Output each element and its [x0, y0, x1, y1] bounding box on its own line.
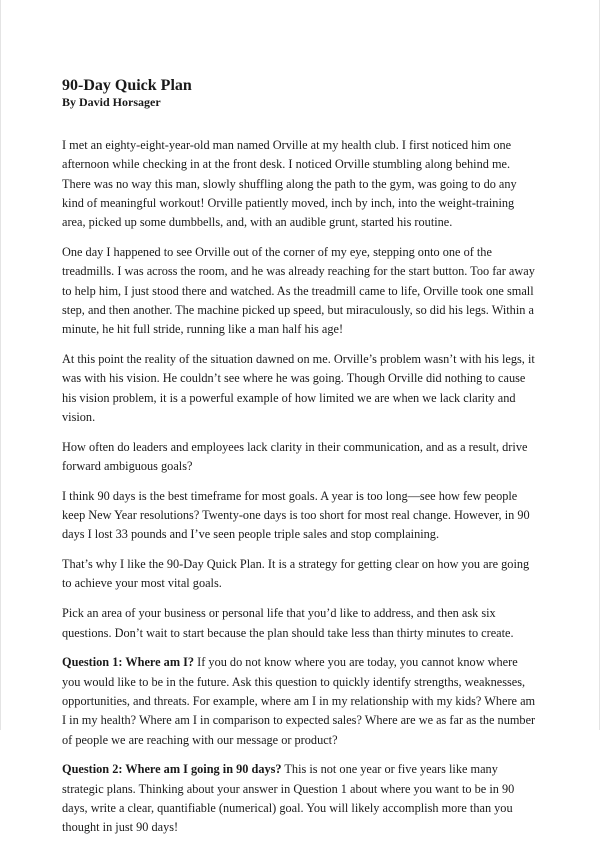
document-title: 90-Day Quick Plan	[62, 77, 192, 94]
paragraph-treadmill: One day I happened to see Orville out of the corner of my eye, stepping onto one of the treadmills. I was across the room, and he was already reaching for the start button. Too far away to help him, I just stood there and watched. As the treadmill came to life, Orville took one small step, and then another. The machine picked up speed, but miraculously, so did his legs. Within a minute, he hit full stride, running like a man half his age!	[62, 244, 535, 337]
paragraph-six-questions: Pick an area of your business or personal life that you’d like to address, and then ask six questions. Don’t wait to start because the plan should take less than thirty minutes to create.	[62, 606, 514, 640]
question-2	[62, 760, 538, 837]
paragraph-vision: At this point the reality of the situation dawned on me. Orville’s problem wasn’t with his legs, it was with his vision. He couldn’t see where he was going. Though Orville did nothing to cause his vision problem, it is a powerful example of how limited we are when we lack clarity and vision.	[62, 351, 535, 424]
question-1	[62, 653, 538, 749]
question-2-text: This is not one year or five years like many strategic plans. Thinking about your answer in Question 1 about where you want to be in 90 days, write a clear, quantifiable (numerical) goal. You will likely accomplish more than you thought in just 90 days!	[62, 762, 515, 835]
paragraph-orville-intro: I met an eighty-eight-year-old man named Orville at my health club. I first noticed him one afternoon while checking in at the front desk. I noticed Orville stumbling along behind me. There was no way this man, slowly shuffling along the path to the gym, was going to do any kind of meaningful workout! Orville patiently moved, inch by inch, into the weight-training area, picked up some dumbbells, and, with an audible grunt, started his routine.	[62, 138, 517, 230]
question-1-text: If you do not know where you are today, you cannot know where you would like to be in the future. Ask this question to quickly identify strengths, weaknesses, opportunities, and threats. For example, where am I in my relationship with my kids? Where am I in my health? Where am I in comparison to expected sales? Where are we as far as the number of people we are reaching with our message or product?	[62, 655, 536, 747]
paragraph-clarity: How often do leaders and employees lack clarity in their communication, and as a result, drive forward ambiguous goals?	[62, 439, 528, 473]
question-2-label: Question 2: Where am I going in 90 days?	[62, 762, 282, 777]
question-1-label: Question 1: Where am I?	[62, 655, 195, 670]
paragraph-quick-plan: That’s why I like the 90-Day Quick Plan. It is a strategy for getting clear on how you are going to achieve your most vital goals.	[62, 557, 530, 591]
paragraph-timeframe: I think 90 days is the best timeframe for most goals. A year is too long—see how few people keep New Year resolutions? Twenty-one days is too short for most real change. However, in 90 days I lost 33 pounds and I’ve seen people triple sales and stop complaining.	[62, 488, 530, 542]
document-content	[62, 77, 538, 848]
document-author: By David Horsager	[62, 95, 161, 109]
